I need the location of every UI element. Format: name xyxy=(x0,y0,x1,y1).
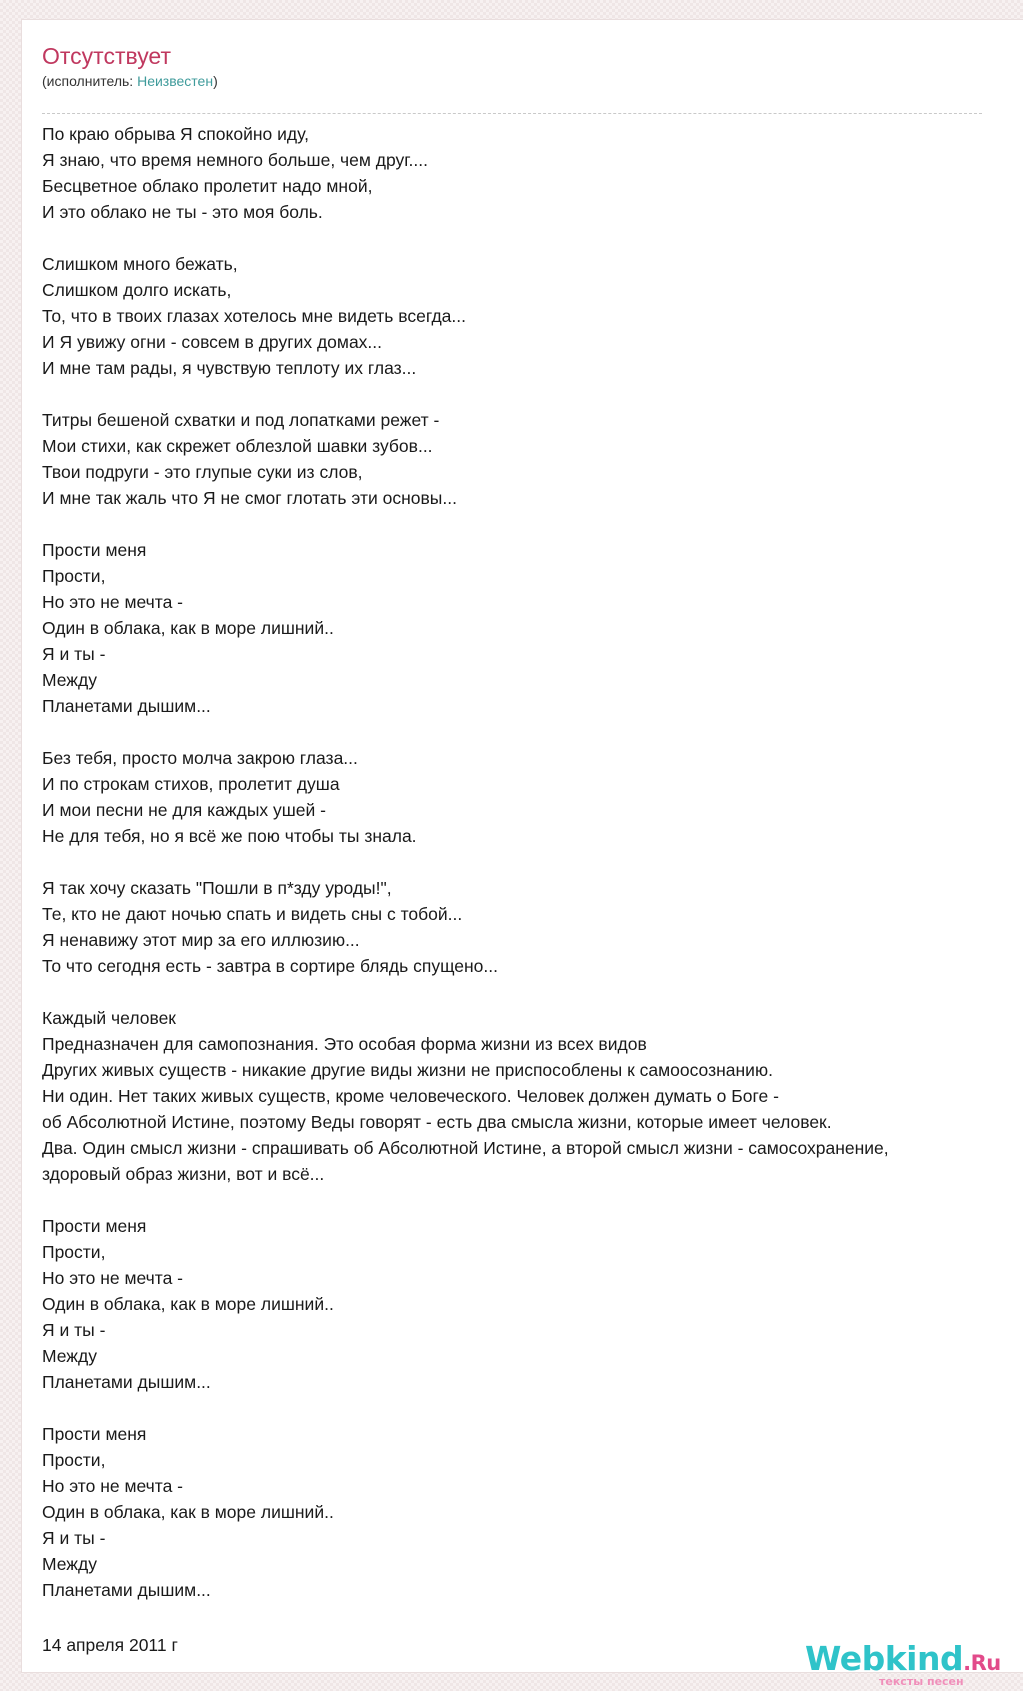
lyric-line: Два. Один смысл жизни - спрашивать об Абсолютной Истине, а второй смысл жизни - самосохранение, xyxy=(42,1138,889,1158)
lyric-line: По краю обрыва Я спокойно иду, xyxy=(42,124,309,144)
lyric-line: Планетами дышим... xyxy=(42,1372,211,1392)
lyric-line: Те, кто не дают ночью спать и видеть сны с тобой... xyxy=(42,904,463,924)
lyric-line: Планетами дышим... xyxy=(42,696,211,716)
page-sheet xyxy=(22,20,1023,1688)
lyric-line: И мне там рады, я чувствую теплоту их глаз... xyxy=(42,358,417,378)
lyric-line: Но это не мечта - xyxy=(42,592,183,612)
lyric-line: Один в облака, как в море лишний.. xyxy=(42,618,334,638)
lyric-line: Не для тебя, но я всё же пою чтобы ты знала. xyxy=(42,826,417,846)
stanza-gap xyxy=(42,719,1023,745)
logo-tld: .Ru xyxy=(963,1651,1001,1675)
lyric-line: Прости, xyxy=(42,566,106,586)
lyric-line: Слишком долго искать, xyxy=(42,280,232,300)
lyric-line: И мне так жаль что Я не смог глотать эти основы... xyxy=(42,488,457,508)
lyric-line: Бесцветное облако пролетит надо мной, xyxy=(42,176,373,196)
lyric-line: Я так хочу сказать "Пошли в п*зду уроды!", xyxy=(42,878,392,898)
stanza-gap xyxy=(42,1395,1023,1421)
logo-subtitle: тексты песен xyxy=(879,1675,964,1688)
lyric-line: Без тебя, просто молча закрою глаза... xyxy=(42,748,358,768)
stanza-gap xyxy=(42,381,1023,407)
lyric-line: об Абсолютной Истине, поэтому Веды говорят - есть два смысла жизни, которые имеет человек. xyxy=(42,1112,832,1132)
lyric-line: Я и ты - xyxy=(42,644,106,664)
lyric-line: Я ненавижу этот мир за его иллюзию... xyxy=(42,930,360,950)
lyric-line: Между xyxy=(42,670,97,690)
lyrics-body xyxy=(42,121,1023,1603)
lyric-line: Я и ты - xyxy=(42,1528,106,1548)
lyric-line: Титры бешеной схватки и под лопатками режет - xyxy=(42,410,440,430)
stanza-gap xyxy=(42,511,1023,537)
lyric-line: Прости, xyxy=(42,1242,106,1262)
publish-date: 14 апреля 2011 г xyxy=(42,1635,178,1655)
stanza-gap xyxy=(42,225,1023,251)
lyric-line: Прости меня xyxy=(42,1216,147,1236)
stanza-gap xyxy=(42,1187,1023,1213)
lyric-line: Прости, xyxy=(42,1450,106,1470)
lyric-line: здоровый образ жизни, вот и всё... xyxy=(42,1164,325,1184)
logo-word: Webkind xyxy=(805,1639,964,1678)
lyric-line: Слишком много бежать, xyxy=(42,254,238,274)
lyric-line: Предназначен для самопознания. Это особая форма жизни из всех видов xyxy=(42,1034,647,1054)
lyric-line: То, что в твоих глазах хотелось мне видеть всегда... xyxy=(42,306,466,326)
lyric-line: И Я увижу огни - совсем в других домах... xyxy=(42,332,383,352)
song-header xyxy=(42,42,982,90)
performer-line xyxy=(42,72,982,90)
header-divider xyxy=(42,113,982,114)
performer-prefix: (исполнитель: xyxy=(42,73,138,89)
lyric-line: И мои песни не для каждых ушей - xyxy=(42,800,326,820)
lyric-line: И это облако не ты - это моя боль. xyxy=(42,202,323,222)
lyric-line: И по строкам стихов, пролетит душа xyxy=(42,774,340,794)
stanza-gap xyxy=(42,849,1023,875)
song-title: Отсутствует xyxy=(42,43,171,69)
site-logo[interactable] xyxy=(805,1641,1005,1691)
lyric-line: Один в облака, как в море лишний.. xyxy=(42,1294,334,1314)
lyric-line: Ни один. Нет таких живых существ, кроме человеческого. Человек должен думать о Боге - xyxy=(42,1086,779,1106)
stanza-gap xyxy=(42,979,1023,1005)
lyric-line: Но это не мечта - xyxy=(42,1268,183,1288)
lyric-line: Я знаю, что время немного больше, чем друг.... xyxy=(42,150,428,170)
performer-link[interactable]: Неизвестен xyxy=(137,73,214,89)
lyric-line: Мои стихи, как скрежет облезлой шавки зубов... xyxy=(42,436,433,456)
lyric-line: То что сегодня есть - завтра в сортире блядь спущено... xyxy=(42,956,498,976)
performer-suffix: ) xyxy=(213,73,218,89)
lyric-line: Других живых существ - никакие другие виды жизни не приспособлены к самоосознанию. xyxy=(42,1060,773,1080)
lyric-line: Планетами дышим... xyxy=(42,1580,211,1600)
lyric-line: Между xyxy=(42,1554,97,1574)
lyric-line: Но это не мечта - xyxy=(42,1476,183,1496)
lyric-line: Прости меня xyxy=(42,1424,147,1444)
lyric-line: Прости меня xyxy=(42,540,147,560)
lyric-line: Твои подруги - это глупые суки из слов, xyxy=(42,462,363,482)
lyric-line: Между xyxy=(42,1346,97,1366)
lyric-line: Каждый человек xyxy=(42,1008,176,1028)
lyric-line: Я и ты - xyxy=(42,1320,106,1340)
lyric-line: Один в облака, как в море лишний.. xyxy=(42,1502,334,1522)
